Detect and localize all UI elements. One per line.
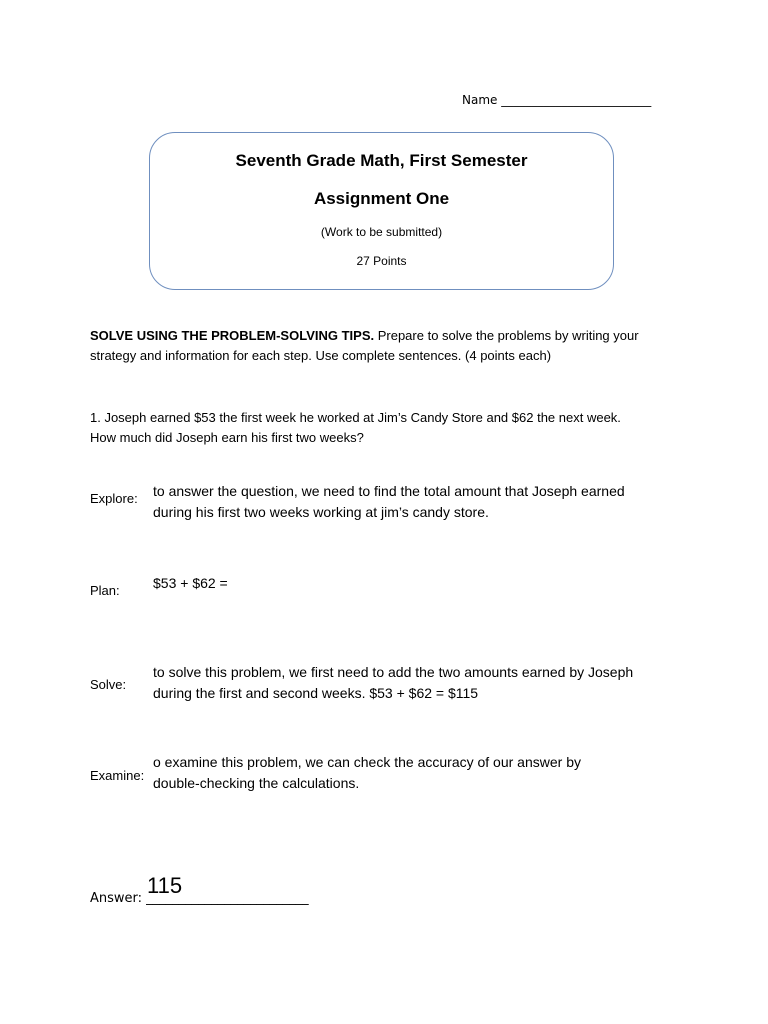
- plan-label: Plan:: [90, 583, 120, 598]
- instructions-heading: SOLVE USING THE PROBLEM-SOLVING TIPS.: [90, 328, 375, 343]
- instructions-text: Prepare to solve the problems by writing your strategy and information for each step. Use complete sentences. (4 points each): [90, 328, 639, 363]
- question-line-1: 1. Joseph earned $53 the first week he worked at Jim’s Candy Store and $62 the next week.: [90, 410, 621, 425]
- points-total: 27 Points: [356, 254, 407, 268]
- explore-label: Explore:: [90, 491, 138, 506]
- instructions: [90, 326, 680, 366]
- question-line-2: How much did Joseph earn his first two weeks?: [90, 430, 364, 445]
- submission-note: (Work to be submitted): [320, 225, 443, 239]
- examine-label: Examine:: [90, 768, 145, 783]
- plan-response[interactable]: [153, 573, 228, 594]
- solve-label: Solve:: [90, 677, 127, 692]
- question-1: [90, 408, 680, 448]
- answer-label: Answer: _________________________: [90, 891, 309, 906]
- solve-line-1: to solve this problem, we first need to add the two amounts earned by Joseph: [153, 664, 634, 680]
- examine-line-1: o examine this problem, we can check the accuracy of our answer by: [153, 754, 581, 770]
- answer-value[interactable]: 115: [147, 873, 183, 898]
- name-field-line[interactable]: Name _________________________: [462, 93, 652, 107]
- explore-response[interactable]: [153, 481, 625, 523]
- document-title: Seventh Grade Math, First Semester: [235, 151, 528, 170]
- explore-line-2: during his first two weeks working at jim’s candy store.: [153, 504, 489, 520]
- solve-line-2: during the first and second weeks. $53 + $62 = $115: [153, 685, 479, 701]
- examine-response[interactable]: [153, 752, 581, 794]
- title-box: [149, 132, 614, 290]
- assignment-title: Assignment One: [313, 189, 450, 208]
- solve-response[interactable]: [153, 662, 633, 704]
- plan-line-1: $53 + $62 =: [153, 575, 228, 591]
- explore-line-1: to answer the question, we need to find the total amount that Joseph earned: [153, 483, 625, 499]
- examine-line-2: double-checking the calculations.: [153, 775, 360, 791]
